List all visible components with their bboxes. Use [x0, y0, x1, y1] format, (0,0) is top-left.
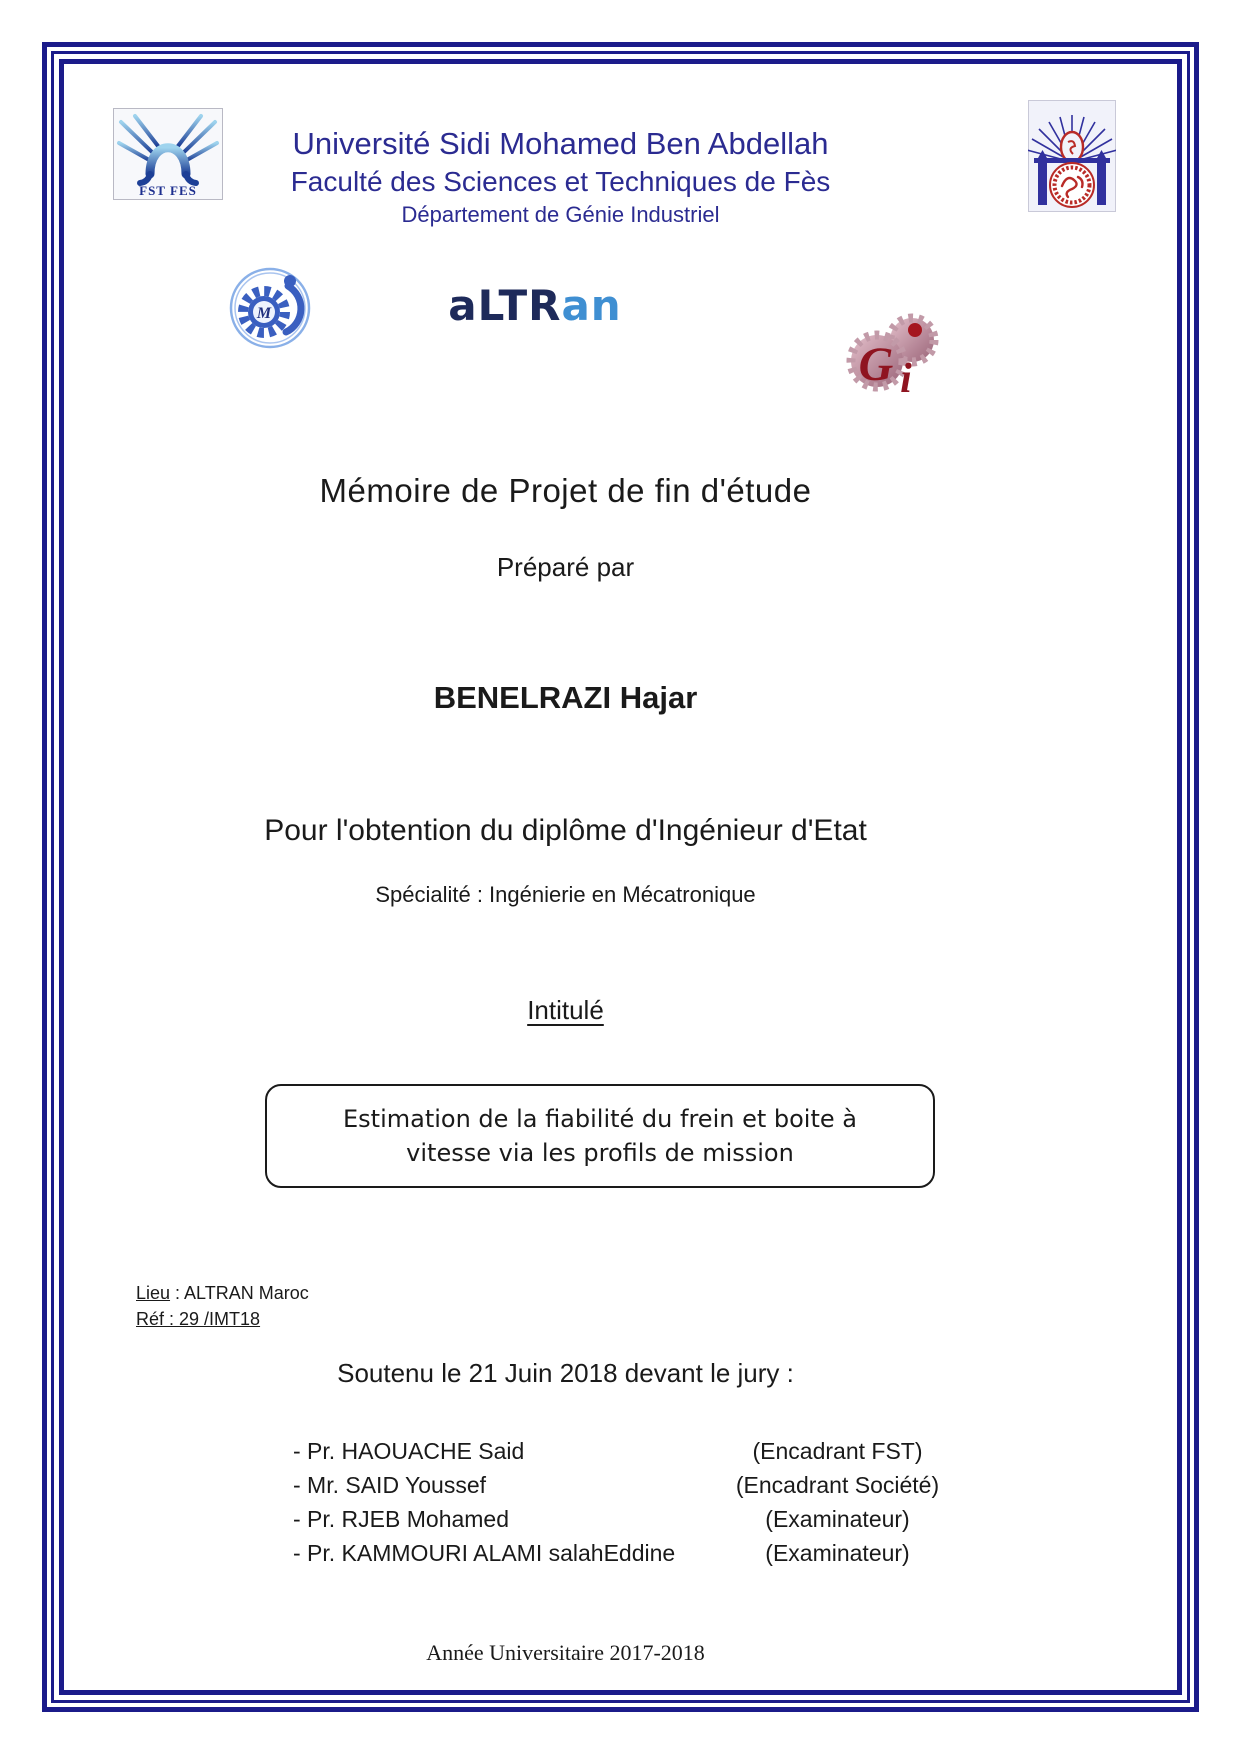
fst-fes-caption: FST FES [139, 183, 197, 198]
location-line [136, 1280, 309, 1306]
thesis-title-box [265, 1084, 935, 1188]
defense-date-line: Soutenu le 21 Juin 2018 devant le jury : [337, 1358, 794, 1388]
mecatronique-gear-icon [228, 266, 312, 350]
jury-member-name: - Pr. HAOUACHE Said [293, 1438, 525, 1464]
title-section-label: Intitulé [527, 995, 604, 1025]
altran-logo-left: aLTR [448, 281, 562, 330]
altran-logo [430, 282, 640, 334]
jury-list [293, 1434, 965, 1570]
location-label: Lieu [136, 1283, 171, 1303]
jury-row [293, 1536, 965, 1570]
jury-member-name: - Mr. SAID Youssef [293, 1472, 487, 1498]
institution-header [80, 124, 1041, 229]
location-reference-block [136, 1280, 309, 1332]
department-name: Département de Génie Industriel [401, 202, 720, 227]
jury-member-name: - Pr. RJEB Mohamed [293, 1506, 510, 1532]
university-seal-icon [1028, 100, 1116, 212]
gi-letter-g: G [858, 338, 894, 391]
degree-line: Pour l'obtention du diplôme d'Ingénieur d'Etat [264, 814, 867, 847]
prepared-by-label: Préparé par [496, 552, 635, 582]
jury-row [293, 1434, 965, 1468]
reference-line: Réf : 29 /IMT18 [136, 1309, 261, 1329]
document-type-title: Mémoire de Projet de fin d'étude [319, 472, 812, 509]
jury-member-role: (Encadrant Société) [735, 1472, 940, 1498]
altran-logo-right: an [561, 281, 622, 330]
gi-letter-i: i [900, 356, 912, 402]
university-name: Université Sidi Mohamed Ben Abdellah [292, 126, 829, 161]
author-name: BENELRAZI Hajar [433, 680, 698, 715]
location-value: : ALTRAN Maroc [170, 1283, 309, 1303]
jury-row [293, 1502, 965, 1536]
thesis-title-line-2: vitesse via les profils de mission [406, 1139, 794, 1167]
jury-member-role: (Examinateur) [765, 1540, 910, 1566]
jury-member-role: (Encadrant FST) [752, 1438, 923, 1464]
jury-row [293, 1468, 965, 1502]
thesis-title-line-1: Estimation de la fiabilité du frein et boite à [343, 1105, 857, 1133]
specialty-line: Spécialité : Ingénierie en Mécatronique [375, 882, 756, 907]
mecatronique-letter: M [256, 305, 272, 322]
faculty-name: Faculté des Sciences et Techniques de Fès [290, 166, 831, 197]
genie-industriel-logo [838, 300, 948, 402]
academic-year: Année Universitaire 2017-2018 [426, 1640, 705, 1665]
jury-member-name: - Pr. KAMMOURI ALAMI salahEddine [293, 1540, 676, 1566]
jury-member-role: (Examinateur) [765, 1506, 910, 1532]
